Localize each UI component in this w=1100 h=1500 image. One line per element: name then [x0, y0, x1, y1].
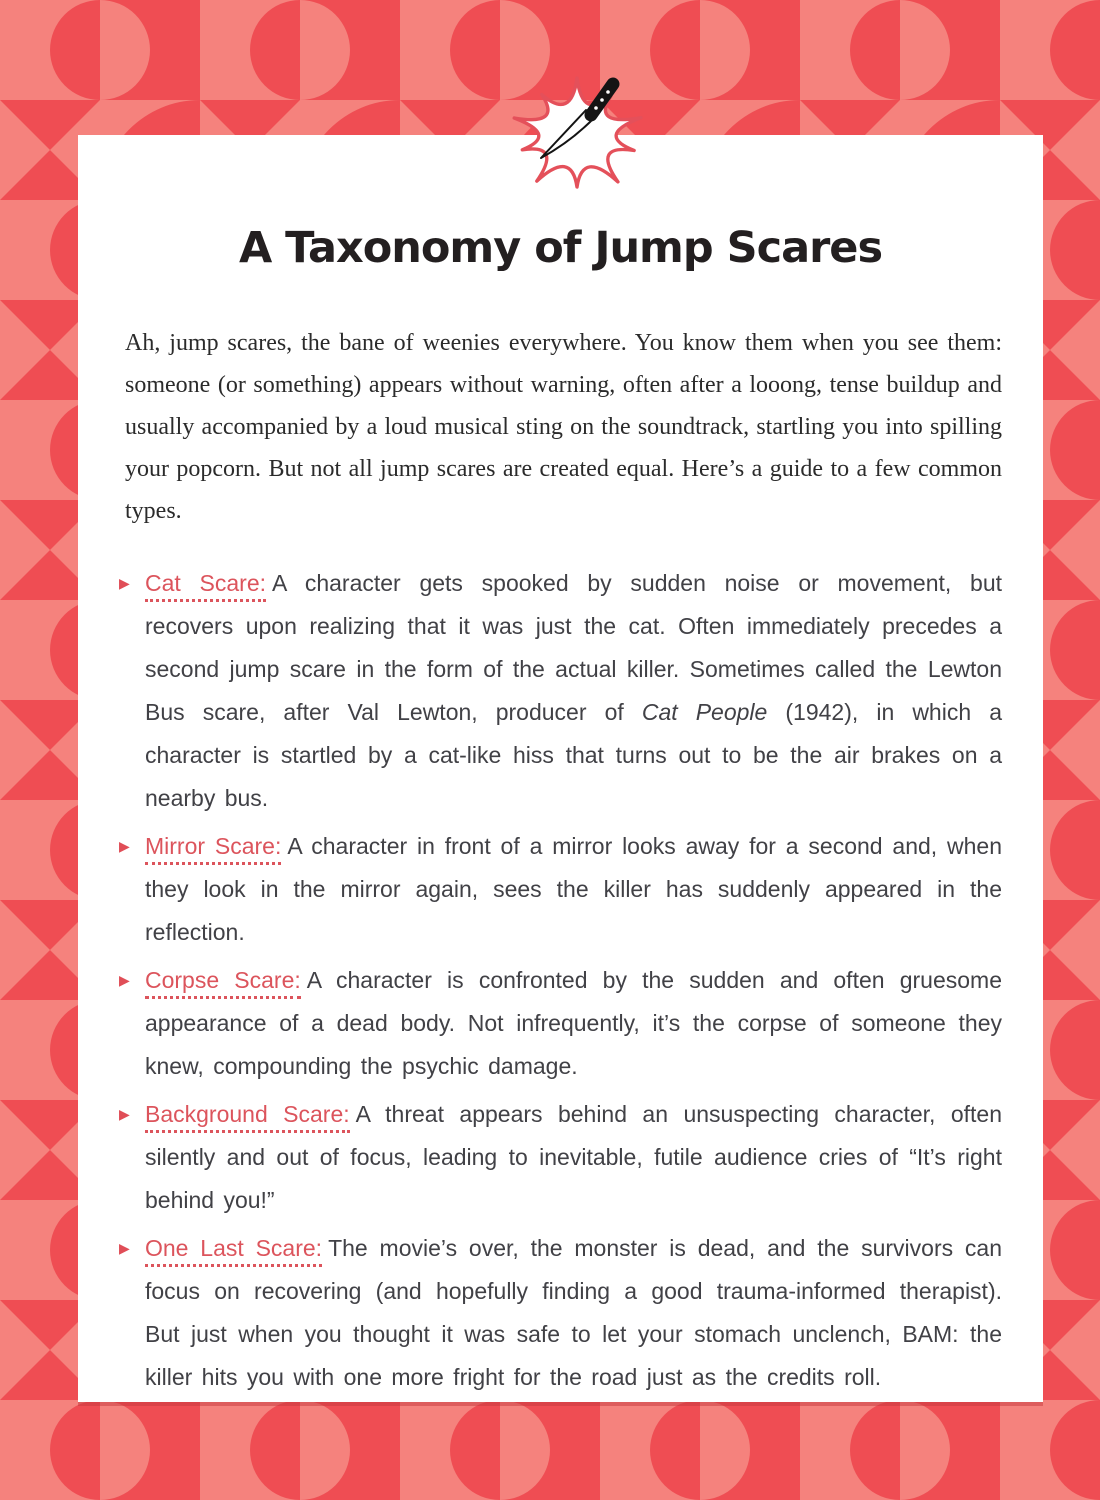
scare-type-label: Mirror Scare: [145, 833, 281, 865]
film-title: Cat People [641, 699, 768, 725]
bullet-triangle-icon: ▶ [119, 839, 130, 855]
list-item: ▶ Cat Scare: A character gets spooked by sudden noise or movement, but recovers upon realizing that it was just the cat. Often immediately precedes a second jump scare in the form of the actual killer. Sometimes called the Lewton Bus scare, after Val Lewton, producer of Cat People (1942), in which a character is startled by a cat-like hiss that turns out to be the air brakes on a nearby bus. [125, 562, 1002, 820]
scare-type-body: A character gets spooked by sudden noise or movement, but recovers upon realizing that it was just the cat. Often immediately precedes a second jump scare in the form of the actual killer. Sometimes called the Lewton Bus scare, after Val Lewton, producer of [145, 570, 1003, 725]
scare-type-label: Background Scare: [145, 1101, 350, 1133]
list-item [119, 1093, 1002, 1222]
scare-type-body: The movie’s over, the monster is dead, and the survivors can focus on recovering (and hopefully finding a good trauma-informed therapist). But just when you thought it was safe to let your stomach unclench, BAM: the killer hits you with one more fright for the road just as the credits roll. [145, 1235, 1003, 1390]
bullet-triangle-icon: ▶ [119, 1107, 130, 1123]
scare-type-label: Cat Scare: [145, 570, 266, 602]
scare-type-list [119, 562, 1003, 1399]
scare-type-body: A character is confronted by the sudden and often gruesome appearance of a dead body. Not infrequently, it’s the corpse of someone they knew, compounding the psychic damage. [145, 967, 1002, 1079]
list-item [119, 825, 1003, 954]
scare-type-label: One Last Scare: [145, 1235, 322, 1267]
bullet-triangle-icon: ▶ [119, 973, 130, 989]
page-title: A Taxonomy of Jump Scares [238, 223, 883, 273]
bullet-triangle-icon: ▶ [119, 576, 130, 592]
list-item [119, 1227, 1003, 1399]
bullet-triangle-icon: ▶ [119, 1241, 130, 1257]
intro-paragraph: Ah, jump scares, the bane of weenies everywhere. You know them when you see them: someone (or something) appears without warning, often after a looong, tense buildup and usually accompanied by a loud musical sting on the soundtrack, startling you into spilling your popcorn. But not all jump scares are created equal. Here’s a guide to a few common types. [125, 330, 1002, 524]
scare-type-body: A threat appears behind an unsuspecting character, often silently and out of focus, leading to inevitable, futile audience cries of “It’s right behind you!” [145, 1101, 1002, 1213]
scare-type-body: A character in front of a mirror looks away for a second and, when they look in the mirror again, sees the killer has suddenly appeared in the reflection. [145, 833, 1003, 945]
scare-type-label: Corpse Scare: [145, 967, 301, 999]
content-card [78, 135, 1043, 1402]
list-item [119, 959, 1002, 1088]
